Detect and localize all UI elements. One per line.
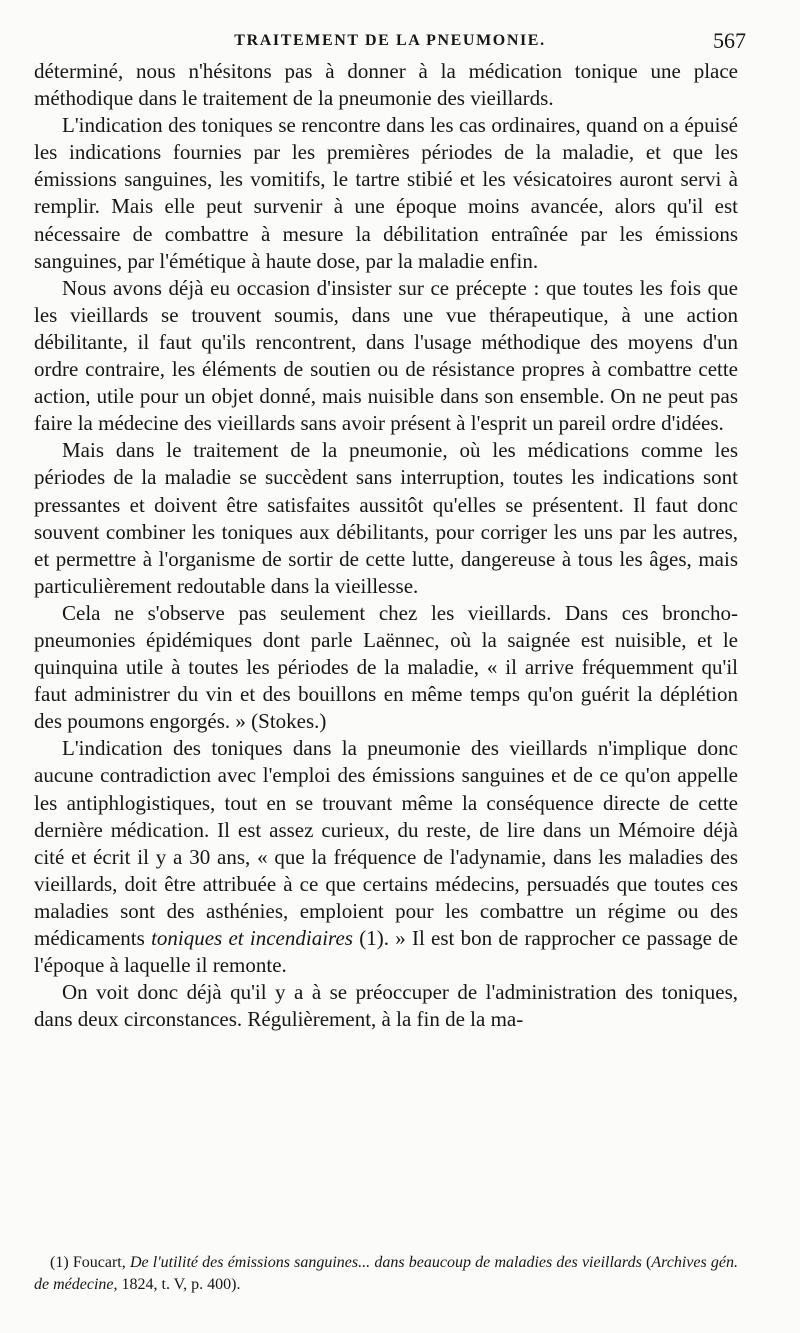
footnote-title: De l'utilité des émissions sanguines... dans beaucoup de maladies des vieillards xyxy=(129,1254,642,1271)
footnote-paren: ( xyxy=(646,1254,652,1271)
footnote-marker: (1) Foucart, xyxy=(50,1254,126,1271)
running-title: TRAITEMENT DE LA PNEUMONIE. xyxy=(234,32,546,49)
body-text xyxy=(34,58,738,1033)
paragraph-precept: Nous avons déjà eu occasion d'insister sur ce précepte : que toutes les fois que les vieillards se trouvent soumis, dans une vue thérapeutique, à une action débilitante, il faut qu'ils rencontrent, dans l'usage méthodique des moyens d'un ordre contraire, les éléments de soutien ou de résistance propres à combattre cette action, utile pour un objet donné, mais nuisible dans son ensemble. On ne peut pas faire la médecine des vieillards sans avoir présent à l'esprit un pareil ordre d'idées. xyxy=(34,275,738,436)
footnote-reference: (1). » Il est bon de rapprocher ce passage de l'époque à laquelle il remonte. xyxy=(34,926,738,978)
footnote-text xyxy=(34,1252,738,1296)
footnote-details: , 1824, t. V, p. 400). xyxy=(113,1276,241,1293)
paragraph-broncho-pneumonia: Cela ne s'observe pas seulement chez les vieillards. Dans ces broncho-pneumonies épidémiques dont parle Laënnec, où la saignée est nuisible, et le quinquina utile à toutes les périodes de la maladie, « il arrive fréquemment qu'il faut administrer du vin et des bouillons en même temps qu'on guérit la déplétion des poumons engorgés. » (Stokes.) xyxy=(34,600,738,734)
footnote xyxy=(34,1252,738,1296)
paragraph-continuation: déterminé, nous n'hésitons pas à donner à la médication tonique une place méthodique dans le traitement de la pneumonie des vieillards. xyxy=(34,59,738,111)
page-header xyxy=(34,28,746,58)
paragraph-no-contradiction xyxy=(34,735,738,979)
paragraph-two-circumstances: On voit donc déjà qu'il y a à se préoccuper de l'administration des toniques, dans deux circonstances. Régulièrement, à la fin de la ma- xyxy=(34,980,738,1032)
paragraph-text: L'indication des toniques dans la pneumonie des vieillards n'implique donc aucune contradiction avec l'emploi des émissions sanguines et de ce qu'on appelle les antiphlogistiques, tout en se trouvant même la conséquence directe de cette dernière médication. Il est assez curieux, du reste, de lire dans un Mémoire déjà cité et écrit il y a 30 ans, « que la fréquence de l'adynamie, dans les maladies des vieillards, doit être attribuée à ce que certains médecins, persuadés que toutes ces maladies sont des asthénies, emploient pour les combattre un régime ou des médicaments xyxy=(34,736,738,950)
page-number: 567 xyxy=(713,28,746,53)
footnote-journal: Archives gén. de médecine xyxy=(34,1254,739,1293)
paragraph-toniques-indication: L'indication des toniques se rencontre dans les cas ordinaires, quand on a épuisé les indications fournies par les premières périodes de la maladie, et que les émissions sanguines, les vomitifs, le tartre stibié et les vésicatoires auront servi à remplir. Mais elle peut survenir à une époque moins avancée, alors qu'il est nécessaire de combattre à mesure la débilitation entraînée par les émissions sanguines, par l'émétique à haute dose, par la maladie enfin. xyxy=(34,113,738,273)
italic-phrase: toniques et incendiaires xyxy=(151,926,353,950)
paragraph-pneumonia-treatment: Mais dans le traitement de la pneumonie, où les médications comme les périodes de la maladie se succèdent sans interruption, toutes les indications sont pressantes et doivent être satisfaites aussitôt qu'elles se présentent. Il faut donc souvent combiner les toniques aux débilitants, pour corriger les uns par les autres, et permettre à l'organisme de sortir de cette lutte, dangereuse à tous les âges, mais particulièrement redoutable dans la vieillesse. xyxy=(34,438,738,598)
